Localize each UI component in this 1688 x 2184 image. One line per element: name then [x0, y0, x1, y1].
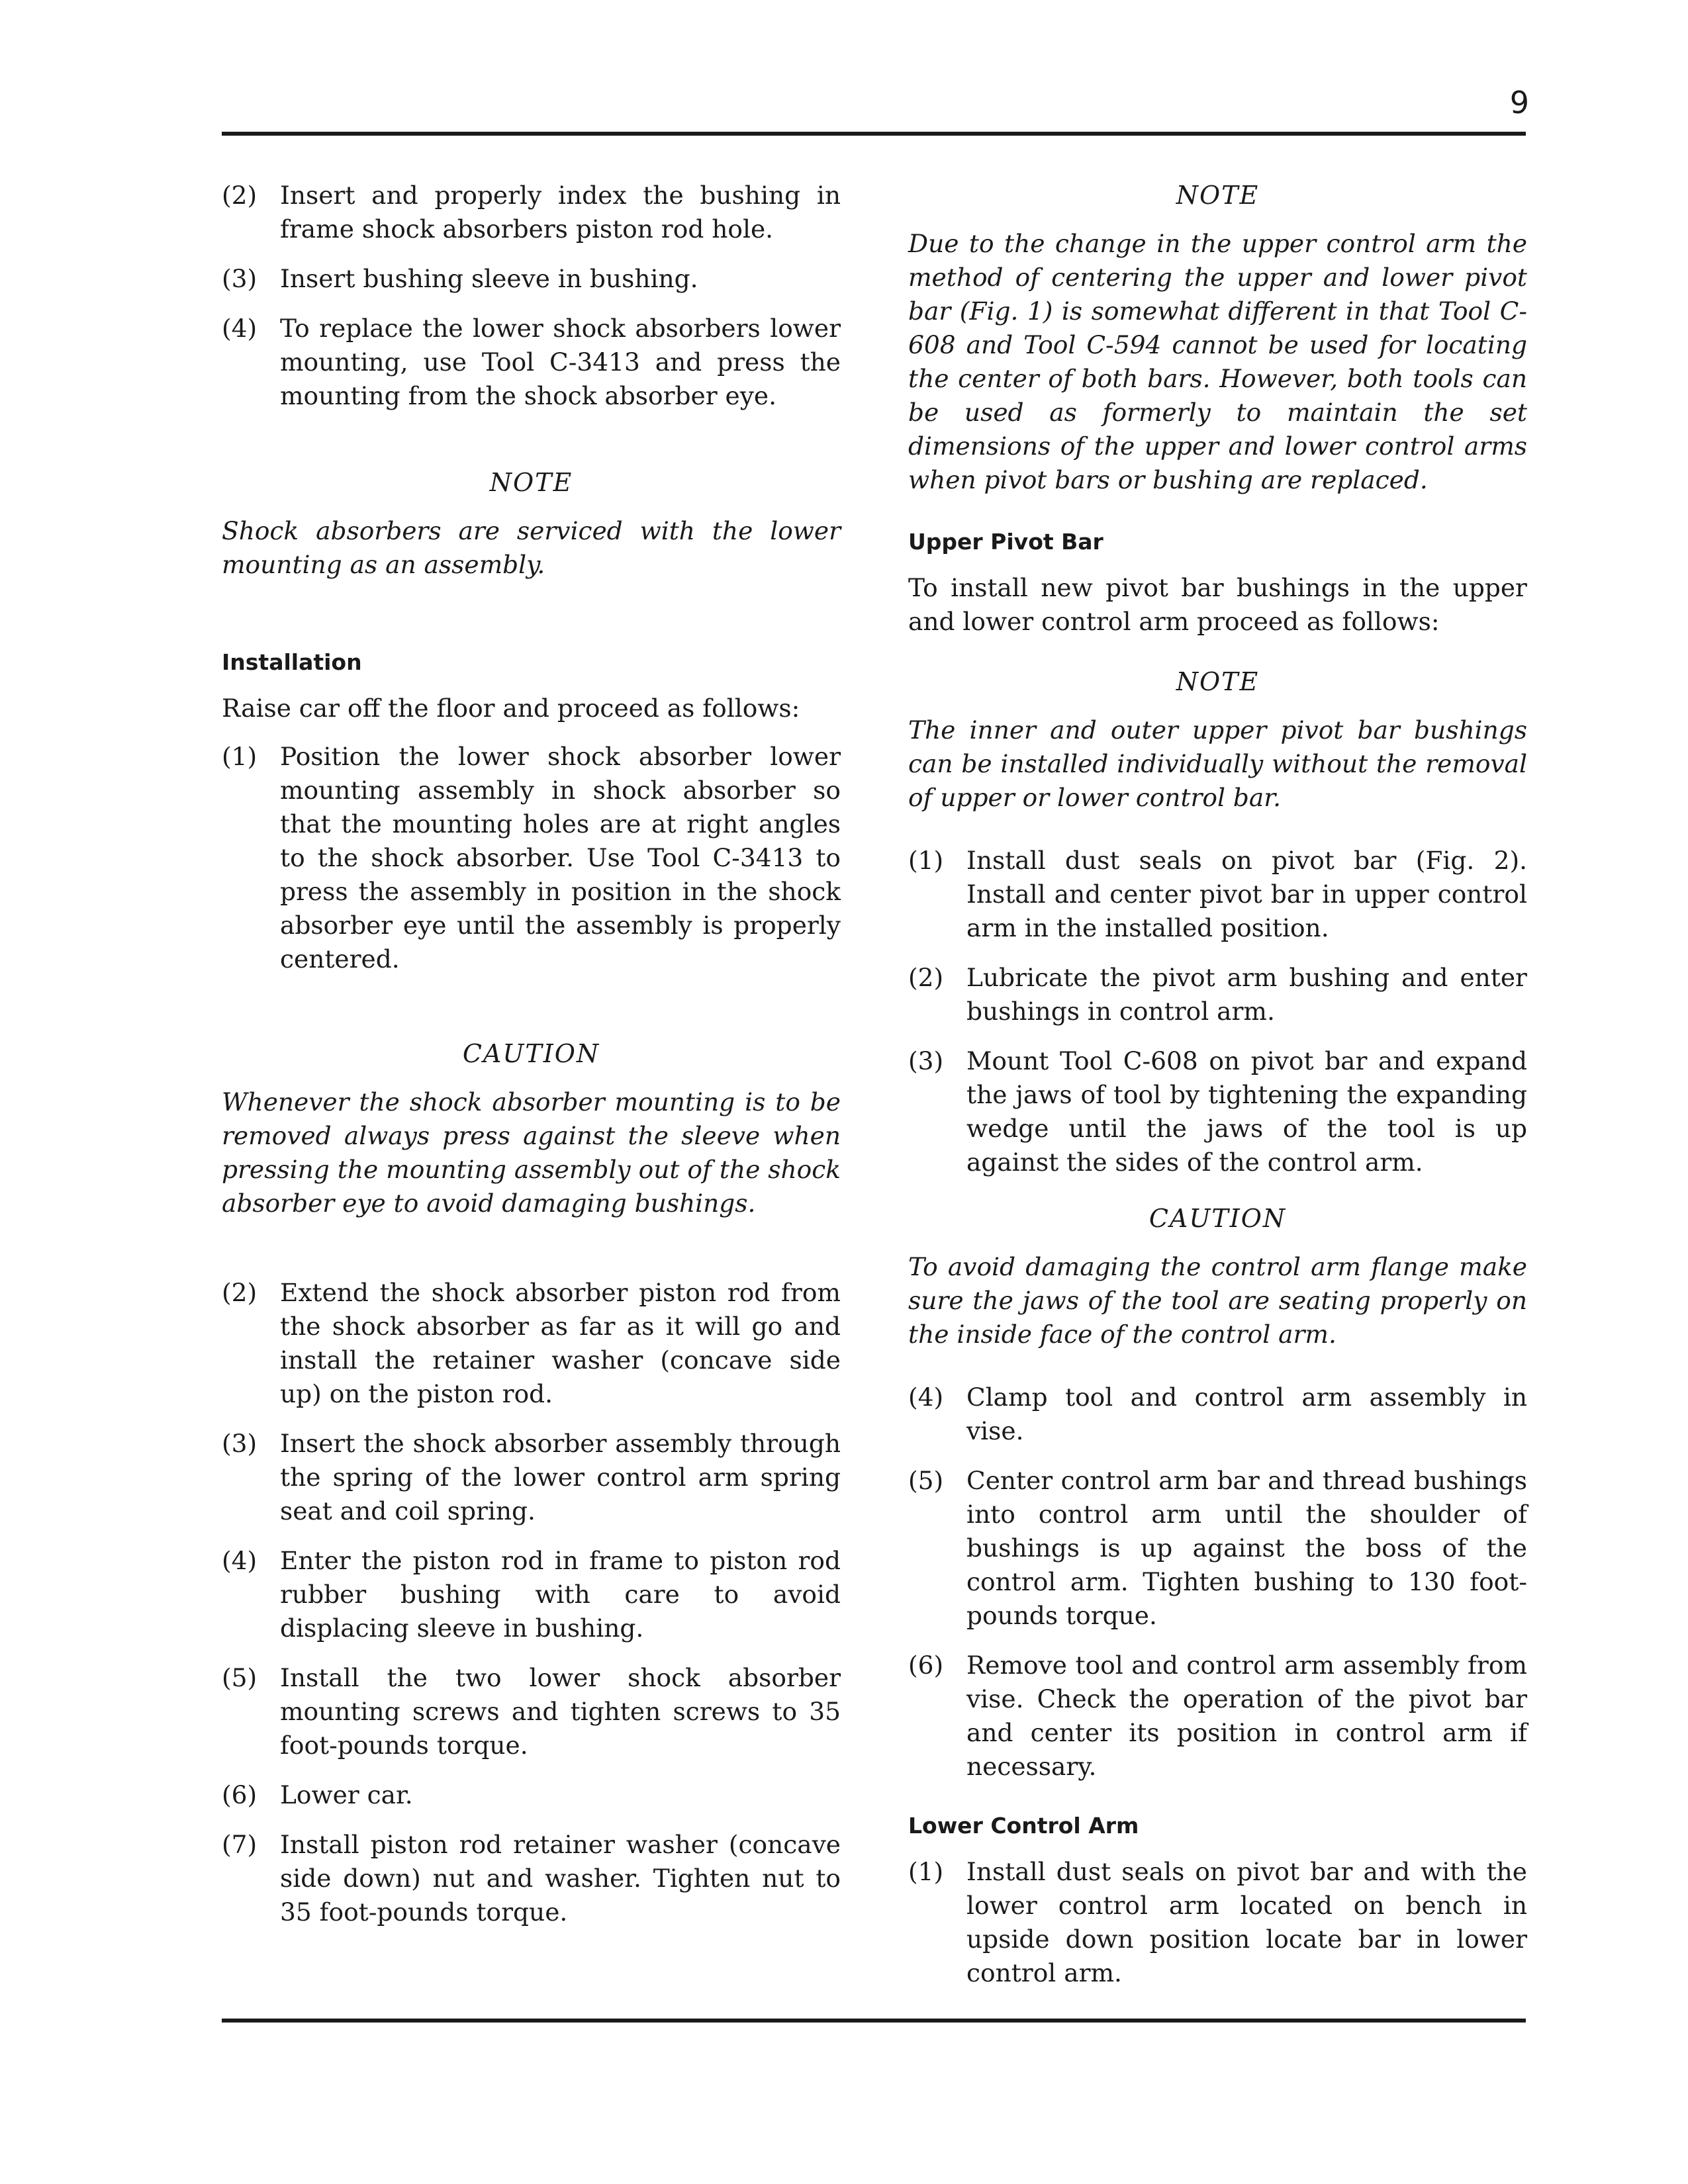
left-column: [222, 179, 841, 1945]
list-item: [222, 1427, 841, 1528]
list-item: [908, 1381, 1527, 1448]
list-item: [222, 312, 841, 413]
item-number: (3): [222, 264, 258, 293]
item-number: (5): [222, 1663, 258, 1692]
list-item: [908, 1044, 1527, 1179]
list-item: [908, 961, 1527, 1028]
item-number: (1): [908, 846, 944, 875]
item-text: Insert and properly index the bushing in frame shock absorbers piston rod hole.: [280, 181, 841, 244]
item-text: Install piston rod retainer washer (concave side down) nut and washer. Tighten nut to 35 foot-pounds torque.: [280, 1830, 841, 1927]
list-item: [222, 1276, 841, 1411]
note-block: [222, 466, 841, 582]
item-number: (2): [908, 963, 944, 992]
right-column: [908, 179, 1527, 2006]
item-text: Insert bushing sleeve in bushing.: [280, 264, 698, 293]
caution-heading: CAUTION: [1149, 1204, 1287, 1233]
item-text: Clamp tool and control arm assembly in vise.: [966, 1383, 1527, 1445]
item-text: Lubricate the pivot arm bushing and enter bushings in control arm.: [966, 963, 1527, 1026]
item-text: Center control arm bar and thread bushings into control arm until the shoulder of bushings is up against the boss of the control arm. Tighten bushing to 130 foot-pounds torque.: [966, 1466, 1527, 1630]
item-number: (6): [908, 1651, 944, 1680]
list-item: [222, 1778, 841, 1812]
caution-heading: CAUTION: [462, 1039, 600, 1068]
item-number: (3): [222, 1429, 258, 1458]
top-rule: [222, 132, 1526, 136]
note-block: [908, 179, 1527, 497]
caution-block: [908, 1202, 1527, 1351]
item-number: (1): [222, 742, 258, 771]
note-heading: NOTE: [1176, 181, 1260, 210]
item-number: (7): [222, 1830, 258, 1859]
item-number: (6): [222, 1780, 258, 1809]
item-number: (2): [222, 181, 258, 210]
item-text: Install dust seals on pivot bar (Fig. 2). Install and center pivot bar in upper control arm in the installed position.: [966, 846, 1527, 942]
page-number: 9: [1509, 85, 1529, 120]
item-number: (2): [222, 1278, 258, 1307]
bottom-rule: [222, 2019, 1526, 2023]
installation-steps: [222, 1276, 841, 1929]
note-text: Due to the change in the upper control arm the method of centering the upper and lower pivot bar (Fig. 1) is somewhat different in that Tool C-608 and Tool C-594 cannot be used for locating the center of both bars. However, both tools can be used as formerly to maintain the set dimensions of the upper and lower control arms when pivot bars or bushing are replaced.: [908, 229, 1527, 494]
lower-control-arm-section: [908, 1810, 1527, 1990]
item-number: (4): [222, 1546, 258, 1575]
upper-pivot-bar-section: [908, 526, 1527, 639]
note-block: [908, 665, 1527, 815]
note-text: Shock absorbers are serviced with the lower mounting as an assembly.: [222, 516, 841, 579]
caution-text: To avoid damaging the control arm flange make sure the jaws of the tool are seating properly on the inside face of the control arm.: [908, 1252, 1527, 1349]
item-text: Install the two lower shock absorber mounting screws and tighten screws to 35 foot-pounds torque.: [280, 1663, 841, 1760]
list-item: [222, 262, 841, 296]
section-intro: Raise car off the floor and proceed as follows:: [222, 694, 800, 723]
list-item: [222, 1661, 841, 1762]
note-text: The inner and outer upper pivot bar bushings can be installed individually without the removal of upper or lower control bar.: [908, 715, 1527, 812]
item-text: Enter the piston rod in frame to piston rod rubber bushing with care to avoid displacing sleeve in bushing.: [280, 1546, 841, 1643]
item-number: (4): [908, 1383, 944, 1412]
list-item: [908, 844, 1527, 945]
list-item: [222, 1544, 841, 1645]
caution-text: Whenever the shock absorber mounting is to be removed always press against the sleeve when pressing the mounting assembly out of the shock absorber eye to avoid damaging bushings.: [222, 1087, 841, 1218]
item-text: To replace the lower shock absorbers lower mounting, use Tool C-3413 and press the mounting from the shock absorber eye.: [280, 314, 841, 410]
note-heading: NOTE: [1176, 667, 1260, 696]
item-number: (5): [908, 1466, 944, 1495]
item-text: Position the lower shock absorber lower mounting assembly in shock absorber so that the mounting holes are at right angles to the shock absorber. Use Tool C-3413 to press the assembly in position in the shock absorber eye until the assembly is properly centered.: [280, 742, 841, 974]
installation-section: [222, 647, 841, 976]
list-item: [908, 1464, 1527, 1633]
item-text: Insert the shock absorber assembly through the spring of the lower control arm spring seat and coil spring.: [280, 1429, 841, 1525]
section-heading: Upper Pivot Bar: [908, 529, 1103, 555]
list-item: [222, 179, 841, 246]
item-text: Mount Tool C-608 on pivot bar and expand the jaws of tool by tightening the expanding wedge until the jaws of the tool is up against the sides of the control arm.: [966, 1046, 1527, 1177]
item-text: Lower car.: [280, 1780, 413, 1809]
item-text: Install dust seals on pivot bar and with the lower control arm located on bench in upside down position locate bar in lower control arm.: [966, 1857, 1527, 1987]
item-text: Remove tool and control arm assembly from vise. Check the operation of the pivot bar and center its position in control arm if necessary.: [966, 1651, 1527, 1781]
pivot-bar-steps-continued: [908, 1381, 1527, 1784]
caution-block: [222, 1037, 841, 1220]
item-text: Extend the shock absorber piston rod from the shock absorber as far as it will go and install the retainer washer (concave side up) on the piston rod.: [280, 1278, 841, 1408]
item-number: (3): [908, 1046, 944, 1075]
section-intro: To install new pivot bar bushings in the upper and lower control arm proceed as follows:: [908, 573, 1527, 636]
list-item: [908, 1855, 1527, 1990]
note-heading: NOTE: [489, 468, 573, 497]
item-number: (4): [222, 314, 258, 343]
pivot-bar-steps: [908, 844, 1527, 1179]
section-heading: Installation: [222, 649, 362, 675]
list-item: [222, 1828, 841, 1929]
list-item: [908, 1649, 1527, 1784]
list-item: [222, 740, 841, 976]
item-number: (1): [908, 1857, 944, 1886]
section-heading: Lower Control Arm: [908, 1813, 1139, 1839]
